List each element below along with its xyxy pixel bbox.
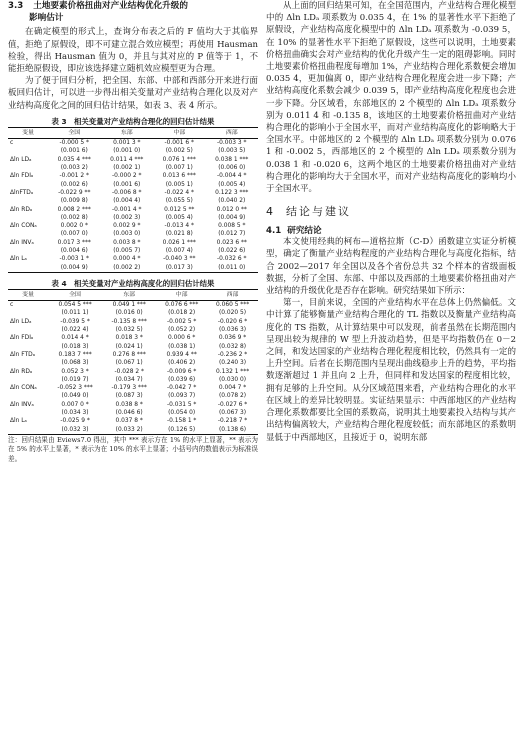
table-cell: -0.031 5 *: [166, 401, 197, 408]
table-cell: (0.034 3): [61, 410, 89, 417]
table-cell: (0.038 1): [168, 343, 196, 350]
variable-cell: Δln FDIₐ: [10, 335, 34, 342]
table-row-std-error: [8, 426, 258, 435]
table-cell: -0.236 2 *: [217, 351, 248, 358]
variable-cell: [8, 214, 48, 222]
table-row-std-error: [8, 343, 258, 351]
table-note: 注：回归结果由 Eviews7.0 得出，其中 *** 表示方在 1% 的水平上显著，** 表示为在 5% 的水平上显著，* 表示为在 10% 的水平上显著；小括号内的数值表示为标准误差。: [8, 435, 258, 463]
table-cell: -0.000 2 *: [112, 173, 142, 180]
table-cell: (0.078 2): [219, 393, 247, 400]
table-cell: (0.001 6): [60, 148, 88, 155]
table-cell: (0.032 5): [115, 327, 143, 334]
table-cell: (0.039 6): [168, 376, 196, 383]
table-cell: (0.406 2): [168, 360, 196, 367]
table-cell: (0.087 3): [115, 393, 143, 400]
table-cell: (0.022 6): [218, 247, 246, 254]
variable-cell: c: [10, 302, 14, 309]
table-cell: (0.068 3): [61, 360, 89, 367]
table-cell: 0.011 4 ***: [110, 156, 144, 163]
paragraph-conclusion-1: 第一，目前来说，全国的产业结构水平在总体上仍然偏低。文中计算了能够衡量产业结构合理化的 TL 指数以及衡量产业结构高度化的 TS 指数，从计算结果中可以发现，前者虽然在长期范围内呈现出较为规律的 W 型上升波动趋势，但是平均指数仍在 0－2 之间，和发达国家的产业结构合理化程度相比较，仍然具有一定的上升空间。后者在长期范围内呈现出曲线稳步上升的趋势，平均指数逐渐超过 1 并且向 2 上升，但同样和发达国家的程度相比较，拥有足够的上升空间。从分区域范围来看，产业结构合理化的水平在区域上的差异比较明显。实证结果显示：中西部地区的产业结构合理化系数都要比全国的系数高，说明其土地要素投入结构与其产出结构偏离较大，产业结构合理化程度较低；而东部地区的系数明显低于中西部地区，且接近于 0，说明东部: [266, 298, 516, 443]
table-cell: (0.009 8): [60, 198, 88, 205]
right-column: [266, 0, 516, 444]
table-cell: 0.001 3 *: [113, 140, 141, 147]
table-cell: (0.046 6): [115, 410, 143, 417]
table-row-coefficient: [8, 172, 258, 180]
table-cell: 0.939 4 **: [166, 351, 197, 358]
section-title: 研究结论: [287, 226, 322, 237]
table-cell: 0.003 8 *: [113, 239, 141, 246]
table-cell: (0.017 3): [153, 264, 206, 273]
table-cell: (0.055 5): [165, 198, 193, 205]
variable-cell: Δln FDIₐ: [10, 173, 34, 180]
table-row-std-error: [8, 392, 258, 400]
table-cell: 0.008 5 *: [218, 223, 246, 230]
table-row-std-error: [8, 164, 258, 172]
table-cell: (0.005 4): [165, 214, 193, 221]
table-cell: 0.012 5 **: [164, 206, 195, 213]
variable-cell: Δln CONₐ: [10, 223, 37, 230]
table-cell: -0.006 8 *: [112, 189, 142, 196]
table-row-std-error: [8, 264, 258, 273]
table-cell: -0.032 6 *: [217, 256, 247, 263]
variable-cell: [8, 197, 48, 205]
paragraph-regression-intro: 为了便于回归分析，把全国、东部、中部和西部分开来进行面板回归估计，可以进一步得出相关变量对产业结构合理化以及对产业结构高度化之间的回归估计结果，如表 3、表 4 所示。: [8, 76, 258, 111]
table-4: [8, 289, 258, 435]
table-row-coefficient: [8, 368, 258, 376]
header-national: 全国: [48, 289, 102, 300]
variable-cell: Δln INVₐ: [10, 239, 34, 246]
section-heading-3-3: [8, 0, 258, 24]
table-cell: (0.002 6): [60, 181, 88, 188]
header-east: 东部: [101, 127, 154, 138]
table-cell: -0.039 5 *: [60, 318, 90, 325]
section-number: 4.1: [266, 226, 282, 237]
table-cell: -0.027 6 *: [217, 401, 248, 408]
table-cell: (0.034 7): [115, 376, 143, 383]
section-title-line2: 影响估计: [29, 13, 64, 24]
table-cell: 0.035 4 ***: [57, 156, 91, 163]
table-row-coefficient: [8, 239, 258, 247]
table-row-coefficient: [8, 384, 258, 392]
table-cell: -0.040 3 **: [163, 256, 196, 263]
variable-cell: [8, 164, 48, 172]
table-cell: -0.042 7 *: [166, 385, 197, 392]
table-cell: (0.004 6): [60, 247, 88, 254]
table-cell: (0.011 0): [206, 264, 259, 273]
table-cell: (0.005 1): [165, 181, 193, 188]
table-cell: (0.002 2): [101, 264, 154, 273]
table-row-coefficient: [8, 401, 258, 409]
variable-cell: Δln FTDₐ: [10, 351, 35, 358]
variable-cell: [8, 181, 48, 189]
table-cell: -0.002 5 *: [166, 318, 197, 325]
table-cell: (0.004 9): [218, 214, 246, 221]
header-national: 全国: [48, 127, 101, 138]
table-cell: 0.038 8 *: [115, 401, 143, 408]
table-cell: -0.052 3 ***: [57, 385, 93, 392]
table-cell: (0.030 0): [219, 376, 247, 383]
table-cell: 0.122 3 ***: [215, 189, 249, 196]
table-cell: 0.000 6 *: [168, 335, 196, 342]
table-cell: (0.126 5): [156, 426, 207, 435]
table-cell: 0.000 4 *: [113, 256, 141, 263]
table-cell: 0.276 8 ***: [112, 351, 146, 358]
variable-cell: [8, 376, 48, 384]
table-cell: -0.009 6 *: [166, 368, 197, 375]
variable-cell: [8, 264, 48, 273]
variable-cell: [8, 326, 48, 334]
section-heading-4: [266, 203, 516, 219]
table-row-coefficient: [8, 206, 258, 214]
table-cell: -0.004 4 *: [217, 173, 247, 180]
table-3: [8, 127, 258, 273]
table-cell: 0.017 3 ***: [57, 239, 91, 246]
table-cell: 0.052 3 *: [61, 368, 89, 375]
table-cell: (0.001 6): [113, 181, 141, 188]
table-cell: 0.013 6 ***: [162, 173, 196, 180]
table-row-coefficient: [8, 318, 258, 326]
table-cell: (0.003 0): [113, 231, 141, 238]
table-cell: 0.002 9 *: [113, 223, 141, 230]
table-cell: 0.037 8 *: [115, 418, 143, 425]
table-cell: 0.008 2 ***: [57, 206, 91, 213]
paragraph-results-discussion: 从上面的回归结果可知，在全国范围内，产业结构合理化模型中的 Δln LDₐ 项系数为 0.035 4，在 1% 的显著性水平下拒绝了原假设，产业结构高度化模型中的 Δln LDₐ 项系数为 -0.039 5，在 10% 的显著性水平下拒绝了原假设，这些可以说明，土地要素价格扭曲确实会对产业结构的优化升级产生一定的阻碍影响。同时土地要素价格扭曲程度每增加 1%，产业结构合理化系数便会增加 0.035 4，更加偏离 0，即产业结构合理化程度会进一步下降；产业结构高度化系数会减少 0.039 5，即产业结构高度化程度也会进一步下降。分区域看，东部地区的 2 个模型的 Δln LDₐ 项系数分别为 0.011 4 和 -0.135 8，该地区的土地要素价格扭曲对产业结构合理化的影响小于全国水平，而对产业结构高度化的影响略大于全国水平。中部地区的 2 个模型的 Δln LDₐ 项系数分别为 0.076 1 和 -0.002 5，西部地区的 2 个模型的 Δln LDₐ 项系数分别为 0.038 1 和 -0.020 6，这两个地区的土地要素价格扭曲对产业结构合理化的影响均大于全国水平，而对产业结构高度化的影响均小于全国水平。: [266, 1, 516, 195]
table-row-std-error: [8, 247, 258, 255]
table-row-std-error: [8, 409, 258, 417]
table-cell: (0.067 1): [115, 360, 143, 367]
table-row-std-error: [8, 214, 258, 222]
section-heading-4-1: [266, 224, 516, 236]
variable-cell: [8, 343, 48, 351]
table-cell: (0.016 0): [115, 310, 143, 317]
table-cell: -0.028 2 *: [114, 368, 144, 375]
table-cell: 0.060 5 ***: [215, 302, 250, 309]
variable-cell: ΔlnFTDₐ: [10, 189, 34, 196]
table-row-std-error: [8, 197, 258, 205]
header-west: 西部: [207, 289, 258, 300]
table-row-std-error: [8, 326, 258, 334]
table-cell: (0.093 7): [168, 393, 196, 400]
table-cell: 0.023 6 **: [216, 239, 247, 246]
table-cell: 0.014 4 *: [61, 335, 89, 342]
table-cell: 0.026 1 ***: [162, 239, 196, 246]
variable-cell: [8, 359, 48, 367]
table-cell: (0.019 7): [61, 376, 89, 383]
table-cell: -0.022 4 *: [164, 189, 194, 196]
table-cell: (0.011 1): [61, 310, 89, 317]
table-cell: (0.138 6): [207, 426, 258, 435]
table-cell: (0.033 2): [102, 426, 156, 435]
table-cell: (0.005 7): [113, 247, 141, 254]
left-column: [8, 0, 258, 464]
table-cell: (0.007 0): [60, 231, 88, 238]
variable-cell: c: [10, 140, 14, 147]
table-cell: (0.040 2): [218, 198, 246, 205]
table-cell: (0.049 0): [61, 393, 89, 400]
table-header-row: [8, 127, 258, 138]
section-number: 4: [266, 205, 275, 219]
header-variable: 变量: [8, 127, 48, 138]
variable-cell: [8, 426, 48, 435]
variable-cell: Δln LDₐ: [10, 156, 32, 163]
table-cell: (0.012 7): [218, 231, 246, 238]
table-row-coefficient: [8, 417, 258, 425]
table-cell: 0.132 1 ***: [215, 368, 250, 375]
table-cell: (0.002 3): [113, 214, 141, 221]
table-cell: 0.002 0 *: [60, 223, 88, 230]
table-cell: -0.020 6 *: [217, 318, 248, 325]
table-row-coefficient: [8, 222, 258, 230]
table-cell: (0.002 8): [60, 214, 88, 221]
variable-cell: Δln RDₐ: [10, 206, 33, 213]
header-variable: 变量: [8, 289, 48, 300]
table-cell: -0.001 6 *: [164, 140, 194, 147]
table-cell: (0.032 8): [219, 343, 247, 350]
table-cell: (0.003 5): [218, 148, 246, 155]
header-east: 东部: [102, 289, 156, 300]
variable-cell: Δln Lₐ: [10, 418, 27, 425]
table-cell: 0.049 1 ***: [112, 302, 146, 309]
variable-cell: [8, 247, 48, 255]
table-row-std-error: [8, 359, 258, 367]
table-header-row: [8, 289, 258, 300]
table-cell: -0.003 1 *: [59, 256, 89, 263]
table-cell: (0.032 3): [48, 426, 102, 435]
table-cell: 0.007 0 *: [61, 401, 89, 408]
table-cell: -0.179 3 ***: [111, 385, 147, 392]
table-cell: 0.183 7 ***: [58, 351, 92, 358]
variable-cell: [8, 147, 48, 155]
table-cell: (0.021 8): [165, 231, 193, 238]
table-row-coefficient: [8, 156, 258, 164]
table-cell: (0.036 3): [219, 327, 247, 334]
table-row-std-error: [8, 230, 258, 238]
table-cell: -0.003 3 *: [217, 140, 247, 147]
table-cell: -0.022 9 **: [58, 189, 91, 196]
table-cell: (0.002 1): [113, 165, 141, 172]
table-cell: -0.218 7 *: [217, 418, 248, 425]
table-cell: 0.076 6 ***: [165, 302, 199, 309]
table-cell: -0.013 4 *: [164, 223, 194, 230]
section-number: 3.3: [8, 1, 24, 11]
table-cell: (0.003 2): [60, 165, 88, 172]
table-cell: (0.240 3): [219, 360, 247, 367]
header-west: 西部: [206, 127, 259, 138]
table-cell: (0.007 1): [165, 165, 193, 172]
table-cell: 0.004 7 *: [218, 385, 247, 392]
table-cell: 0.054 5 ***: [58, 302, 92, 309]
variable-cell: [8, 230, 48, 238]
table-row-coefficient: [8, 334, 258, 342]
table-cell: (0.018 2): [168, 310, 196, 317]
paragraph-model-selection: 在确定模型的形式上，查询分布表之后的 F 值均大于其临界值，拒绝了原假设，即不可建立混合效应模型；再使用 Hausman 检验，得出 Hausman 值为 0，并且与其对应的 P 值等于 1，不能拒绝原假设，即应该选择建立随机效应模型更为合理。: [8, 27, 258, 75]
table-cell: 0.012 0 **: [216, 206, 247, 213]
table-cell: (0.067 3): [219, 410, 247, 417]
variable-cell: Δln Lₐ: [10, 256, 27, 263]
table-cell: (0.006 0): [218, 165, 246, 172]
section-title: 结论与建议: [286, 205, 351, 219]
table-cell: -0.135 8 ***: [111, 318, 147, 325]
table-cell: 0.036 9 *: [218, 335, 247, 342]
table-row-coefficient: [8, 189, 258, 197]
table-row-coefficient: [8, 301, 258, 310]
variable-cell: Δln CONₐ: [10, 385, 37, 392]
table-cell: (0.018 3): [61, 343, 89, 350]
header-central: 中部: [156, 289, 207, 300]
table-row-coefficient: [8, 351, 258, 359]
table-cell: 0.038 1 ***: [215, 156, 249, 163]
section-title-line1: 土地要素价格扭曲对产业结构优化升级的: [33, 1, 188, 11]
table-cell: (0.054 0): [168, 410, 196, 417]
table-cell: (0.002 5): [165, 148, 193, 155]
table-cell: (0.001 0): [113, 148, 141, 155]
table-cell: (0.022 4): [61, 327, 89, 334]
table-cell: (0.020 5): [219, 310, 247, 317]
paragraph-method-summary: 本文使用经典的柯布—道格拉斯（C-D）函数建立实证分析模型，确定了衡量产业结构程度的产业结构合理化与高度化指标，结合 2002—2017 年全国以及各个省份总共 32 个样本的省级面板数据，分析了全国、东部、中部以及西部的土地要素价格扭曲对产业结构的升级优化是否存在影响。研究结果如下所示：: [266, 237, 516, 297]
table-3-caption: 表 3 相关变量对产业结构合理化的回归估计结果: [51, 116, 215, 126]
variable-cell: Δln INVₐ: [10, 401, 34, 408]
variable-cell: [8, 309, 48, 317]
table-cell: (0.005 4): [218, 181, 246, 188]
table-cell: (0.004 9): [48, 264, 101, 273]
table-cell: -0.158 1 *: [166, 418, 197, 425]
table-cell: (0.007 4): [165, 247, 193, 254]
table-cell: 0.018 3 *: [115, 335, 143, 342]
table-cell: (0.052 2): [168, 327, 196, 334]
table-cell: 0.076 1 ***: [162, 156, 196, 163]
table-cell: (0.024 1): [115, 343, 143, 350]
variable-cell: Δln LDₐ: [10, 318, 32, 325]
variable-cell: [8, 409, 48, 417]
table-row-std-error: [8, 376, 258, 384]
table-row-std-error: [8, 181, 258, 189]
variable-cell: Δln RDₐ: [10, 368, 33, 375]
table-cell: -0.025 9 *: [60, 418, 90, 425]
table-cell: -0.000 5 *: [59, 140, 89, 147]
table-row-std-error: [8, 147, 258, 155]
table-4-caption: 表 4 相关变量对产业结构高度化的回归估计结果: [51, 278, 215, 288]
table-row-coefficient: [8, 139, 258, 148]
variable-cell: [8, 392, 48, 400]
header-central: 中部: [153, 127, 206, 138]
table-row-std-error: [8, 309, 258, 317]
table-cell: -0.001 4 *: [112, 206, 142, 213]
table-cell: -0.001 2 *: [59, 173, 89, 180]
table-cell: (0.004 4): [113, 198, 141, 205]
table-row-coefficient: [8, 255, 258, 263]
